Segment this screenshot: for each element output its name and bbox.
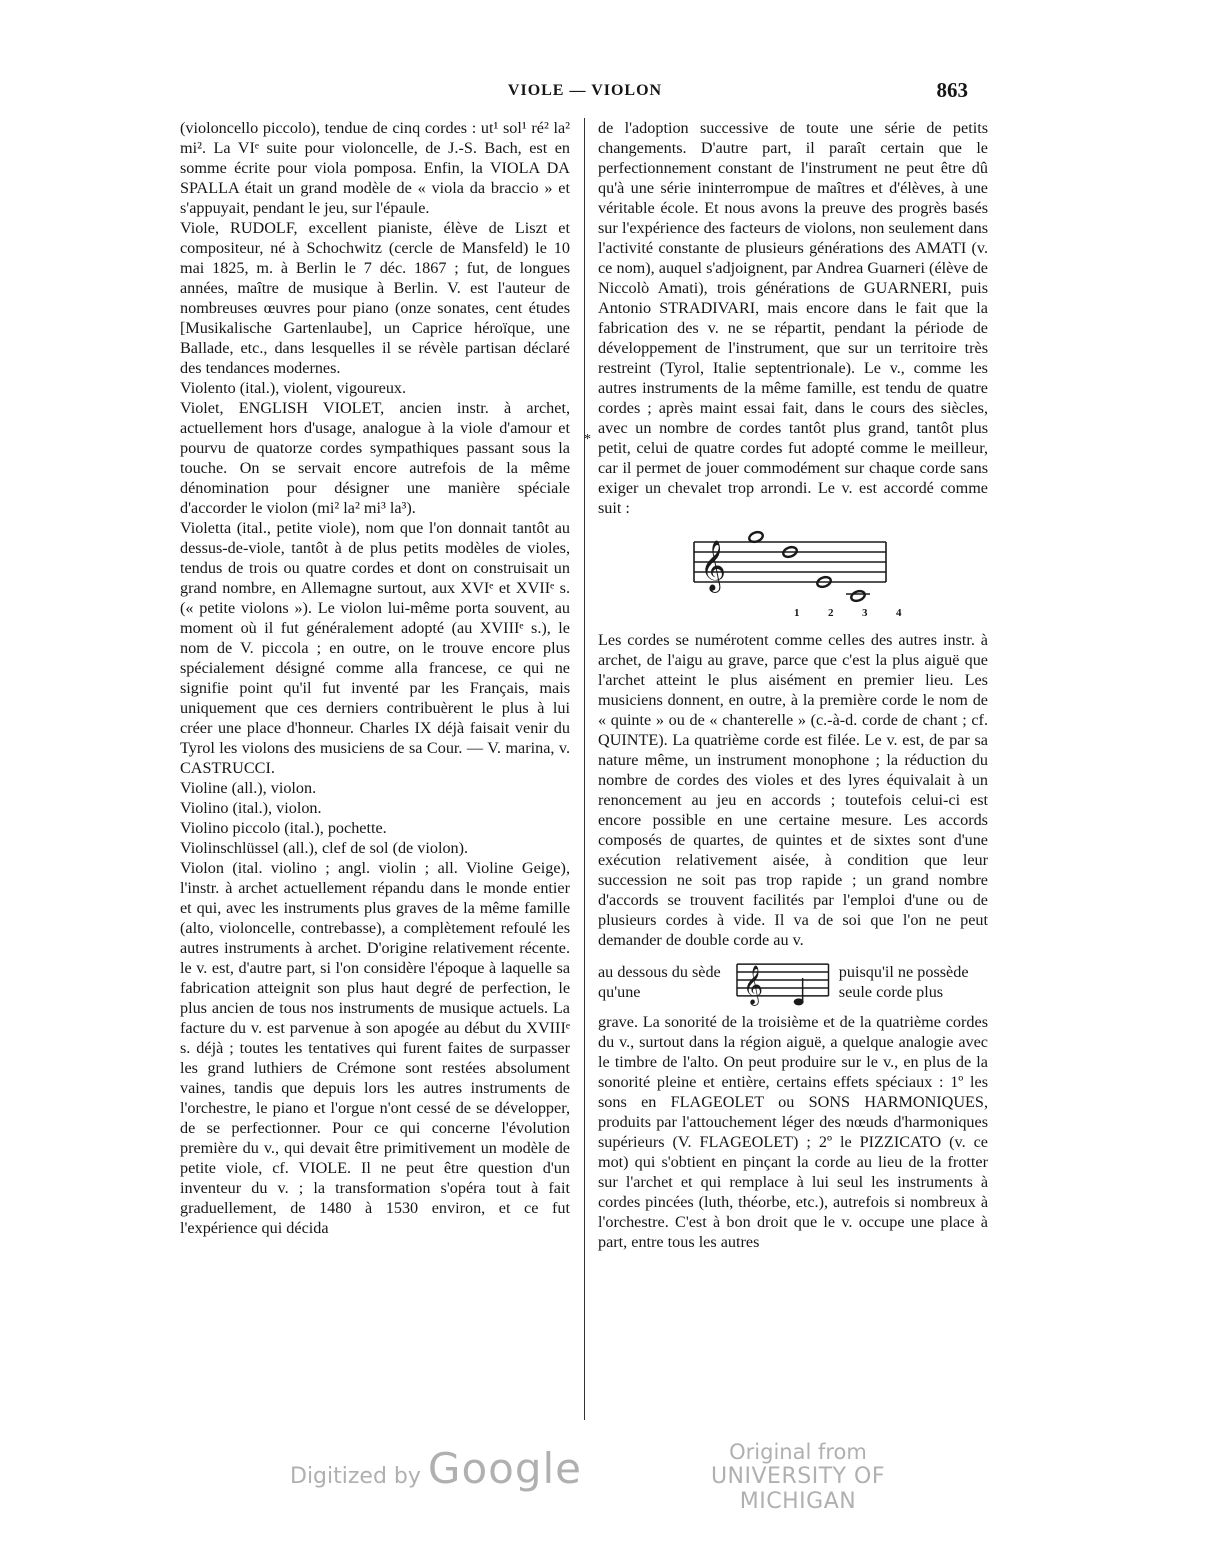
entry-violetta: Violetta (ital., petite viole), nom que l'on donnait tantôt au dessus-de-viole, tantôt à de plus petits modèles de violes, tendus de trois ou quatre cordes et dont on construisait un grand nombre, en Allemagne surtout, aux XVIᵉ et XVIIᵉ s. (« petite violons »). Le violon lui-même porta souvent, au moment où il fut généralement adopté (au XVIIIᵉ s.), le nom de V. piccola ; en outre, on le trouve encore plus spécialement désigné comme alla francese, ce qui ne signifie point qu'il fut inventé par les Français, mais uniquement que ces derniers contribuèrent le plus à lui créer une place d'honneur. Charles IX déjà faisait venir du Tyrol les violons des musiciens de sa Cour. — V. marina, v. CASTRUCCI. bbox=[180, 519, 570, 777]
university-name: UNIVERSITY OF MICHIGAN bbox=[710, 1464, 886, 1514]
entry-violinschluessel: Violinschlüssel (all.), clef de sol (de violon). bbox=[180, 839, 469, 857]
column-divider bbox=[584, 118, 585, 1420]
original-from-label: Original from bbox=[729, 1440, 867, 1464]
inline-staff-row bbox=[598, 956, 988, 1008]
margin-mark: * bbox=[584, 432, 591, 447]
paragraph-string-numbering: Les cordes se numérotent comme celles des autres instr. à archet, de l'aigu au grave, parce que c'est la plus aiguë que l'archet atteint le plus aisément en premier lieu. Les musiciens donnent, en outre, à la première corde le nom de « quinte » ou de « chanterelle » (c.-à-d. corde de chant ; cf. QUINTE). La quatrième corde est filée. Le v. est, de par sa nature même, un instrument monophone ; la réduction du nombre de cordes des violes et des lyres équivalait à un renoncement au jeu en accords ; toutefois celui-ci est encore possible en une certaine mesure. Les accords composés de quartes, de quintes et de sixtes sont d'une exécution relativement aisée, à condition que leur succession ne soit pas trop rapide ; un grand nombre d'accords se trouvent facilités par l'emploi d'une ou de plusieurs cordes à vide. Il va de soi que l'on ne peut demander de double corde au v. bbox=[598, 631, 988, 949]
paragraph-sonority: grave. La sonorité de la troisième et de la quatrième cordes du v., surtout dans la région aiguë, a quelque analogie avec le timbre de l'alto. On peut produire sur le v., en plus de la sonorité pleine et entière, certains effets spéciaux : 1º les sons en FLAGEOLET ou SONS HARMONIQUES, produits par l'attouchement léger des nœuds d'harmoniques supérieurs (V. FLAGEOLET) ; 2º le PIZZICATO (v. ce mot) qui s'obtient en pinçant la corde au lieu de la frotter sur l'archet et qui remplace à lui seul les instruments à cordes pincées (luth, théorbe, etc.), autrefois si nombreux à l'orchestre. C'est à bon droit que le v. occupe une place à part, entre tous les autres bbox=[598, 1013, 988, 1251]
original-from-watermark bbox=[668, 1440, 928, 1514]
digitized-prefix: Digitized by bbox=[290, 1464, 421, 1489]
digitized-by-watermark bbox=[290, 1444, 582, 1493]
page-title: VIOLE — VIOLON bbox=[507, 82, 663, 99]
svg-text:𝄞: 𝄞 bbox=[700, 540, 727, 591]
paragraph-violin-history: de l'adoption successive de toute une série de petits changements. D'autre part, il paraît certain que le perfectionnement constant de l'instrument ne peut être dû qu'à une série ininterrompue de maîtres et d'élèves, à une véritable école. Et nous avons la preuve des progrès basés sur l'expérience des facteurs de violons, non seulement dans l'activité constante de plusieurs générations des AMATI (v. ce nom), auquel s'adjoignent, par Andrea Guarneri (élève de Niccolò Amati), trois générations de GUARNERI, puis Antonio STRADIVARI, mais encore dans le fait que la fabrication des v. ne se répartit, pendant la période de développement de l'instrument, que sur un territoire très restreint (Tyrol, Italie septentrionale). Le v., comme les autres instruments de la même famille, est tendu de quatre cordes ; après maint essai fait, dans le cours des siècles, avec un nombre de cordes tantôt plus grand, tantôt plus petit, celui de quatre cordes fut adopté comme le meilleur, car il permet de jouer commodément sur chaque corde sans exiger un chevalet trop arrondi. Le v. est accordé comme suit : bbox=[598, 119, 988, 517]
left-column bbox=[180, 118, 570, 1238]
string-number: 1 bbox=[794, 607, 800, 619]
string-number: 4 bbox=[896, 607, 902, 619]
string-number: 3 bbox=[862, 607, 868, 619]
entry-violon: Violon (ital. violino ; angl. violin ; all. Violine Geige), l'instr. à archet actuellement répandu dans le monde entier et qui, avec les instruments plus graves de la même famille (alto, violoncelle, contrebasse), a complètement refoulé les autres instruments à archet. D'origine relativement récente. le v. est, d'autre part, si l'on considère l'époque à laquelle sa fabrication atteignit son plus haut degré de perfection, le plus ancien de tous nos instruments de musique actuels. La facture du v. est parvenue à son apogée au début du XVIIIᵉ s. déjà ; toutes les tentatives qui furent faites de surpasser les grand luthiers de Crémone sont restées absolument vaines, tandis que depuis lors les autres instruments de l'orchestre, le piano et l'orgue n'ont cessé de se développer, de se perfectionner. Pour ce qui concerne l'évolution première du v., qui devait être primitivement un modèle de petite viole, cf. VIOLE. Il ne peut être question d'un inventeur du v. ; la transformation s'opéra tout à fait graduellement, de 1480 à 1530 environ, et ce fut l'expérience qui décida bbox=[180, 859, 570, 1237]
entry-violino: Violino (ital.), violon. bbox=[180, 799, 322, 817]
tuning-staff-notation bbox=[690, 528, 890, 608]
running-header bbox=[180, 80, 990, 110]
google-logo: Google bbox=[427, 1444, 583, 1493]
entry-violet: Violet, ENGLISH VIOLET, ancien instr. à archet, actuellement hors d'usage, analogue à la viole d'amour et pourvu de quatorze cordes sympathiques passant sous la touche. On se servait encore autrefois de la même dénomination pour désigner une manière spéciale d'accorder le violon (mi² la² mi³ la³). bbox=[180, 399, 570, 517]
entry-violino-piccolo: Violino piccolo (ital.), pochette. bbox=[180, 819, 387, 837]
inline-text-left: au dessous du sède qu'une bbox=[598, 963, 721, 1001]
paragraph-viola-pomposa: (violoncello piccolo), tendue de cinq cordes : ut¹ sol¹ ré² la² mi². La VIᵉ suite pour violoncelle, de J.-S. Bach, est en somme écrite pour viola pomposa. Enfin, la VIOLA DA SPALLA était un grand modèle de « viola da braccio » et s'appuyait, pendant le jeu, sur l'épaule. bbox=[180, 119, 570, 217]
string-number: 2 bbox=[828, 607, 834, 619]
entry-viole-rudolf: Viole, RUDOLF, excellent pianiste, élève de Liszt et compositeur, né à Schochwitz (cercle de Mansfeld) le 10 mai 1825, m. à Berlin le 7 déc. 1867 ; fut, de longues années, maître de musique à Berlin. V. est l'auteur de nombreuses œuvres pour piano (onze sonates, cent études [Musikalische Gartenlaube], un Caprice héroïque, une Ballade, etc., dans lesquelles il se révèle partisan déclaré des tendances modernes. bbox=[180, 219, 570, 377]
tuning-staff bbox=[598, 528, 988, 624]
entry-violento: Violento (ital.), violent, vigoureux. bbox=[180, 379, 407, 397]
low-note-staff bbox=[735, 958, 830, 1006]
svg-text:𝄞: 𝄞 bbox=[743, 964, 764, 1004]
right-column bbox=[598, 118, 988, 1252]
entry-violine: Violine (all.), violon. bbox=[180, 779, 317, 797]
page-number: 863 bbox=[936, 78, 968, 102]
inline-text-right: puisqu'il ne possède seule corde plus bbox=[838, 963, 969, 1001]
scan-watermark bbox=[0, 1440, 1207, 1514]
